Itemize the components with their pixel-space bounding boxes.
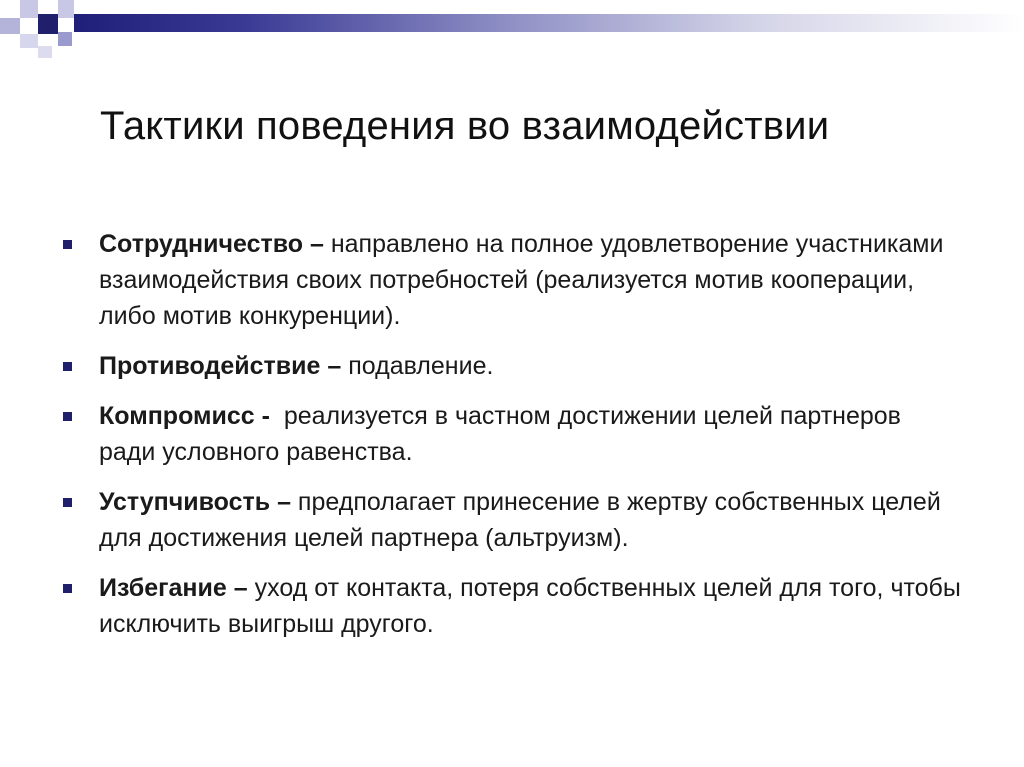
bullet-item-opposition xyxy=(62,348,962,384)
bullet-text: уход от контакта, потеря собственных целей для того, чтобы исключить выигрыш другого. xyxy=(99,574,961,638)
bullet-text: подавление. xyxy=(341,352,494,380)
bullet-item-avoidance xyxy=(62,570,962,642)
slide-title: Тактики поведения во взаимодействии xyxy=(100,104,830,148)
deco-square-light xyxy=(20,0,38,18)
header-gradient-bar xyxy=(74,14,1024,32)
square-bullet-icon xyxy=(63,584,72,593)
bullet-term: Сотрудничество – xyxy=(99,230,324,258)
decorative-squares xyxy=(0,0,80,64)
bullet-item-compromise xyxy=(62,398,962,470)
deco-square-mid xyxy=(58,32,72,46)
deco-square-light xyxy=(20,34,38,48)
bullet-text: предполагает принесение в жертву собственных целей для достижения целей партнера (альтруизм). xyxy=(99,488,941,552)
bullet-item-cooperation xyxy=(62,226,962,334)
square-bullet-icon xyxy=(63,240,72,249)
bullet-text: реализуется в частном достижении целей партнеров ради условного равенства. xyxy=(99,402,908,466)
bullet-term: Противодействие – xyxy=(99,352,342,380)
deco-square-light xyxy=(58,0,74,18)
bullet-list xyxy=(62,226,962,656)
bullet-item-compliance xyxy=(62,484,962,556)
deco-square-light xyxy=(38,46,52,58)
deco-square-mid xyxy=(0,18,20,34)
bullet-term: Избегание – xyxy=(99,574,248,602)
square-bullet-icon xyxy=(63,412,72,421)
bullet-text: направлено на полное удовлетворение участниками взаимодействия своих потребностей (реализуется мотив кооперации, либо мотив конкуренции). xyxy=(99,230,944,330)
bullet-term: Уступчивость – xyxy=(99,488,291,516)
square-bullet-icon xyxy=(63,362,72,371)
deco-square-dark xyxy=(38,14,58,34)
square-bullet-icon xyxy=(63,498,72,507)
bullet-term: Компромисс - xyxy=(99,402,270,430)
